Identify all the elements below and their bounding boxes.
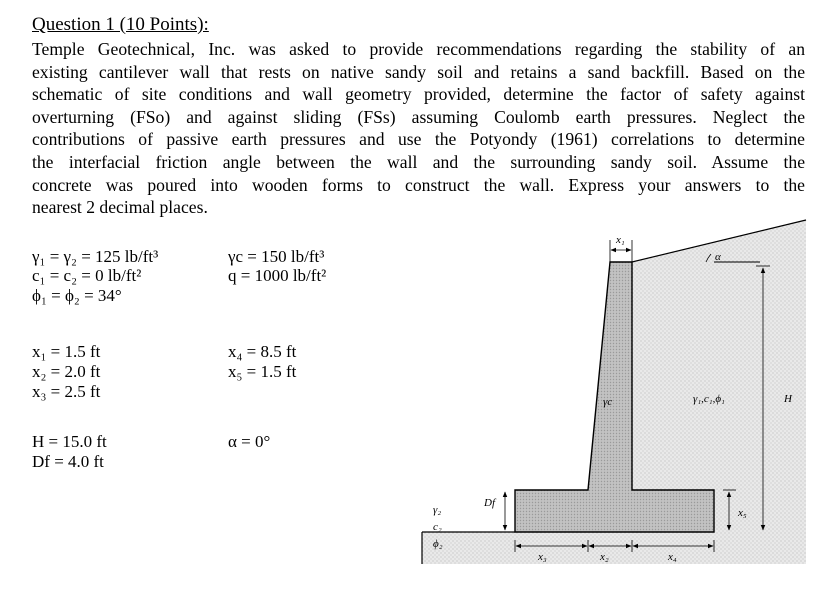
given-x2: x₂ = 2.0 ft xyxy=(32,362,101,381)
dim-label-x4: x₄ xyxy=(668,551,677,563)
question-line: nearest 2 decimal places. xyxy=(32,197,208,218)
label-concrete-unit-weight: γc xyxy=(603,396,613,408)
dim-label-alpha: α xyxy=(715,251,721,263)
backfill-soil xyxy=(632,220,806,532)
given-embedment: Df = 4.0 ft xyxy=(32,452,104,471)
label-native-phi: ϕ₂ xyxy=(433,538,443,550)
question-line: overturning (FSo) and against sliding (FSs) assuming Coulomb earth pressures. Neglect the xyxy=(32,106,805,127)
given-surcharge: q = 1000 lb/ft² xyxy=(228,266,327,285)
given-cohesion: c₁ = c₂ = 0 lb/ft² xyxy=(32,266,142,285)
question-line: concrete was poured into wooden forms to construct the wall. Express your answers to the xyxy=(32,174,805,195)
given-x5: x₅ = 1.5 ft xyxy=(228,362,297,381)
question-line: the interfacial friction angle between the wall and the surrounding sandy soil. Assume the xyxy=(32,151,805,172)
given-height: H = 15.0 ft xyxy=(32,432,107,451)
question-title: Question 1 (10 Points): xyxy=(32,14,209,35)
given-unit-weight-soil: γ₁ = γ₂ = 125 lb/ft³ xyxy=(32,247,159,266)
dim-label-x1: x₁ xyxy=(616,234,625,246)
given-x4: x₄ = 8.5 ft xyxy=(228,342,297,361)
question-line: contributions of passive earth pressures and use the Potyondy (1961) correlations to determine xyxy=(32,129,805,150)
dim-label-x3: x₃ xyxy=(538,551,547,563)
given-alpha: α = 0° xyxy=(228,432,271,451)
question-line: existing cantilever wall that rests on native sandy soil and retains a sand backfill. Based on the xyxy=(32,61,805,82)
given-unit-weight-concrete: γc = 150 lb/ft³ xyxy=(228,247,325,266)
dim-label-x2: x₂ xyxy=(600,551,609,563)
given-friction-angle: ϕ₁ = ϕ₂ = 34° xyxy=(32,286,122,305)
label-native-cohesion: c₂ xyxy=(433,521,442,533)
given-x1: x₁ = 1.5 ft xyxy=(32,342,101,361)
dim-label-x5: x₅ xyxy=(738,507,747,519)
label-native-gamma: γ₂ xyxy=(433,504,442,516)
dim-label-H: H xyxy=(784,393,792,405)
given-x3: x₃ = 2.5 ft xyxy=(32,382,101,401)
question-line: schematic of site conditions and wall geometry provided, determine the factor of safety against xyxy=(32,84,805,105)
native-soil xyxy=(422,532,806,564)
label-backfill-properties: γ₁,c₁,ϕ₁ xyxy=(693,393,725,405)
dim-label-Df: Df xyxy=(484,497,495,509)
question-line: Temple Geotechnical, Inc. was asked to provide recommendations regarding the stability of an xyxy=(32,39,805,59)
